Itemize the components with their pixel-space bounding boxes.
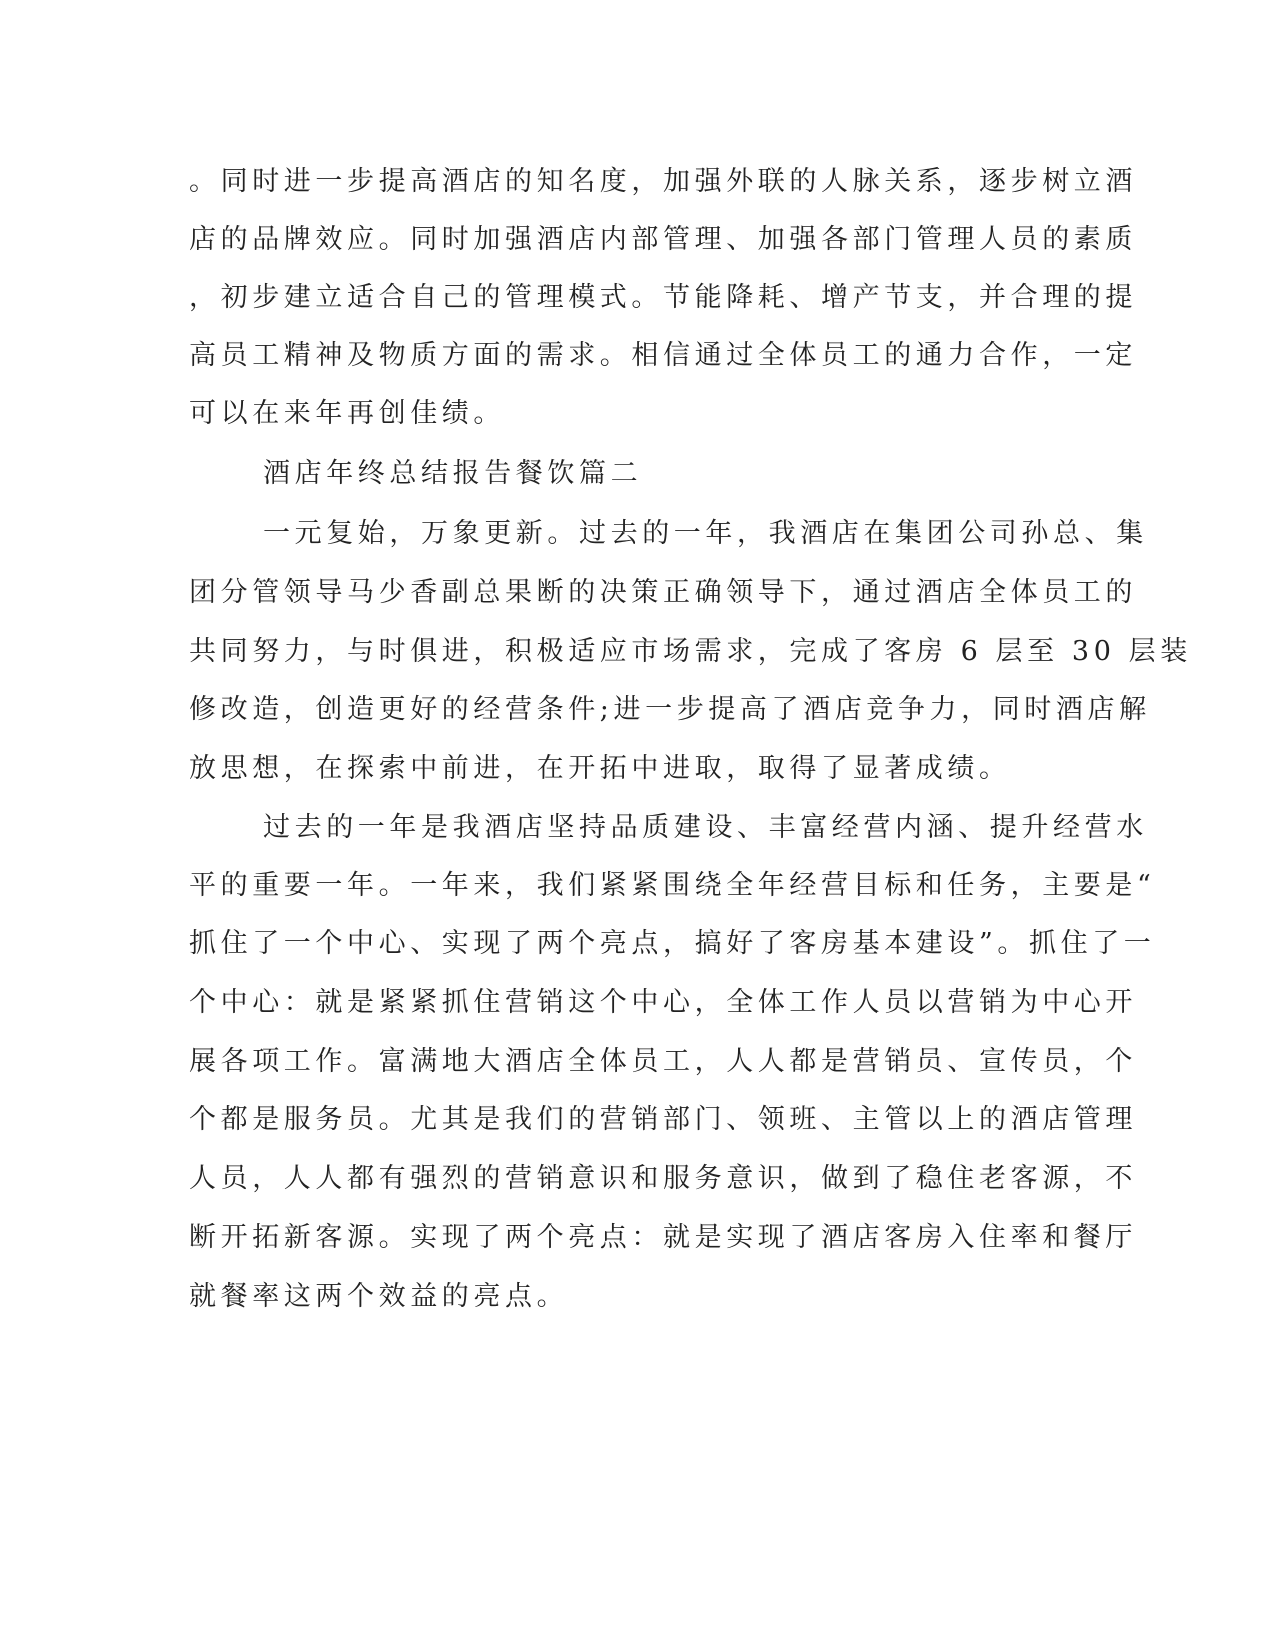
paragraph-2-line-2: 团分管领导马少香副总果断的决策正确领导下，通过酒店全体员工的 — [189, 577, 1137, 608]
section-title: 酒店年终总结报告餐饮篇二 — [263, 458, 643, 489]
paragraph-2-line-3: 共同努力，与时俱进，积极适应市场需求，完成了客房 6 层至 30 层装 — [189, 636, 1192, 667]
paragraph-2-line-1: 一元复始，万象更新。过去的一年，我酒店在集团公司孙总、集 — [263, 518, 1148, 549]
paragraph-1-line-5: 可以在来年再创佳绩。 — [189, 398, 505, 429]
paragraph-1-line-3: ，初步建立适合自己的管理模式。节能降耗、增产节支，并合理的提 — [189, 282, 1137, 313]
paragraph-1-line-4: 高员工精神及物质方面的需求。相信通过全体员工的通力合作，一定 — [189, 340, 1137, 371]
paragraph-2-line-5: 放思想，在探索中前进，在开拓中进取，取得了显著成绩。 — [189, 753, 1011, 784]
paragraph-3-line-4: 个中心：就是紧紧抓住营销这个中心，全体工作人员以营销为中心开 — [189, 987, 1137, 1018]
paragraph-3-line-6: 个都是服务员。尤其是我们的营销部门、领班、主管以上的酒店管理 — [189, 1104, 1137, 1135]
paragraph-1-line-1: 。同时进一步提高酒店的知名度，加强外联的人脉关系，逐步树立酒 — [189, 166, 1137, 197]
paragraph-3-line-1: 过去的一年是我酒店坚持品质建设、丰富经营内涵、提升经营水 — [263, 812, 1148, 843]
paragraph-3-line-9: 就餐率这两个效益的亮点。 — [189, 1281, 569, 1312]
paragraph-3-line-5: 展各项工作。富满地大酒店全体员工，人人都是营销员、宣传员，个 — [189, 1046, 1137, 1077]
paragraph-1-line-2: 店的品牌效应。同时加强酒店内部管理、加强各部门管理人员的素质 — [189, 224, 1137, 255]
paragraph-3-line-2: 平的重要一年。一年来，我们紧紧围绕全年经营目标和任务，主要是“ — [189, 870, 1156, 901]
paragraph-3-line-3: 抓住了一个中心、实现了两个亮点，搞好了客房基本建设”。抓住了一 — [189, 928, 1156, 959]
paragraph-3-line-8: 断开拓新客源。实现了两个亮点：就是实现了酒店客房入住率和餐厅 — [189, 1222, 1137, 1253]
paragraph-2-line-4: 修改造，创造更好的经营条件;进一步提高了酒店竞争力，同时酒店解 — [189, 694, 1151, 725]
paragraph-3-line-7: 人员，人人都有强烈的营销意识和服务意识，做到了稳住老客源，不 — [189, 1163, 1137, 1194]
